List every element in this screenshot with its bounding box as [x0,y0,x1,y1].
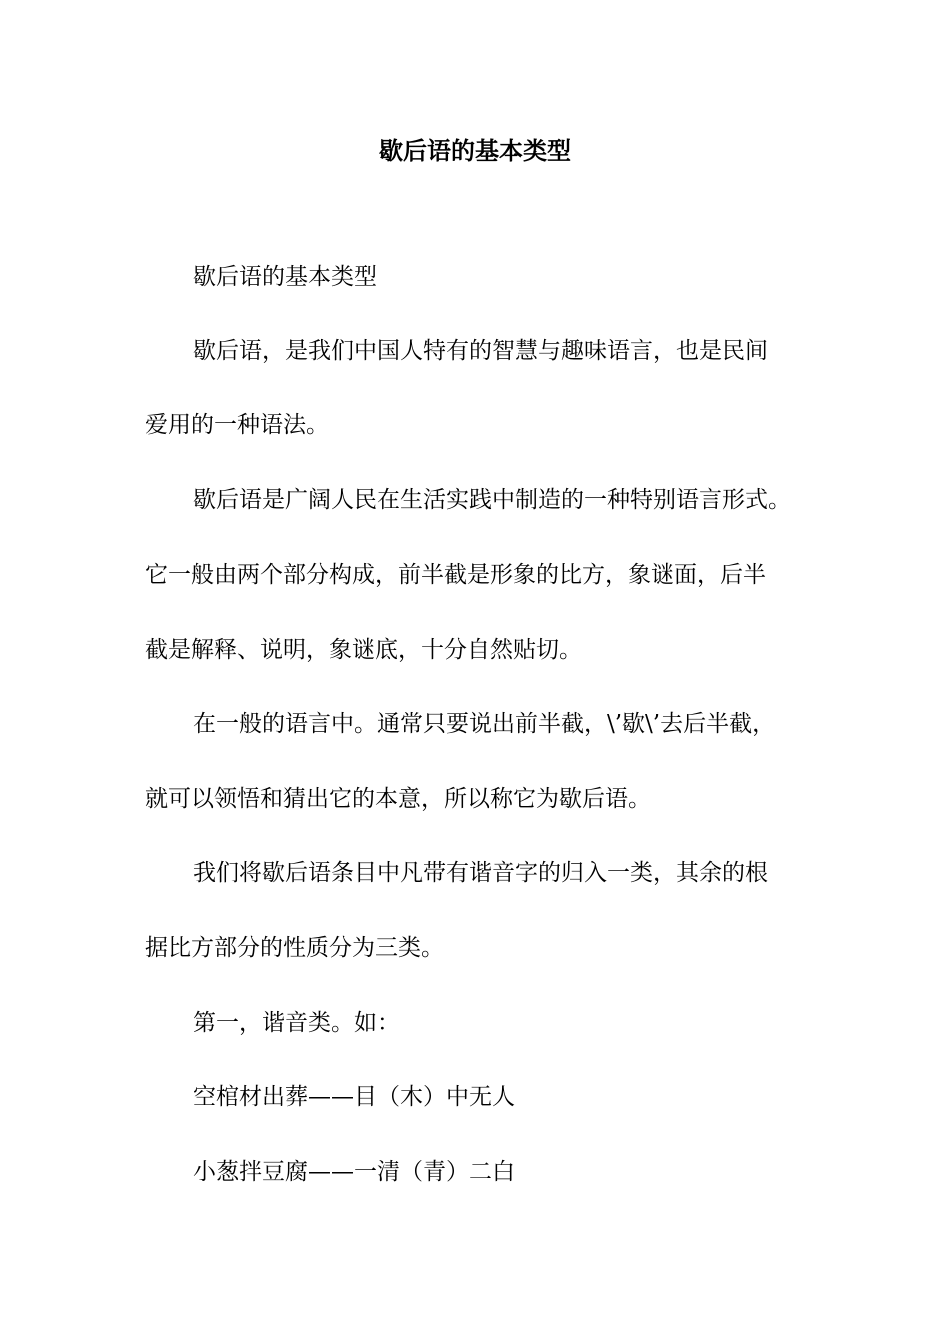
paragraph-line: 在一般的语言中。通常只要说出前半截，\’歇\’去后半截， [193,711,776,737]
paragraph-line: 据比方部分的性质分为三类。 [145,935,444,961]
example-line: 空棺材出葬——目（木）中无人 [193,1084,515,1110]
document-title: 歇后语的基本类型 [379,136,571,165]
paragraph-line: 截是解释、说明，象谜底，十分自然贴切。 [145,637,582,663]
paragraph-line: 就可以领悟和猜出它的本意，所以称它为歇后语。 [145,786,651,812]
paragraph-line: 歇后语是广阔人民在生活实践中制造的一种特别语言形式。 [193,487,791,513]
paragraph-line: 我们将歇后语条目中凡带有谐音字的归入一类，其余的根 [193,860,768,886]
paragraph-line: 第一，谐音类。如： [193,1010,400,1036]
paragraph-line: 它一般由两个部分构成，前半截是形象的比方，象谜面，后半 [145,562,766,588]
paragraph-heading: 歇后语的基本类型 [193,264,377,290]
paragraph-line: 歇后语，是我们中国人特有的智慧与趣味语言，也是民间 [193,338,768,364]
paragraph-line: 爱用的一种语法。 [145,412,329,438]
example-line: 小葱拌豆腐——一清（青）二白 [193,1159,515,1185]
